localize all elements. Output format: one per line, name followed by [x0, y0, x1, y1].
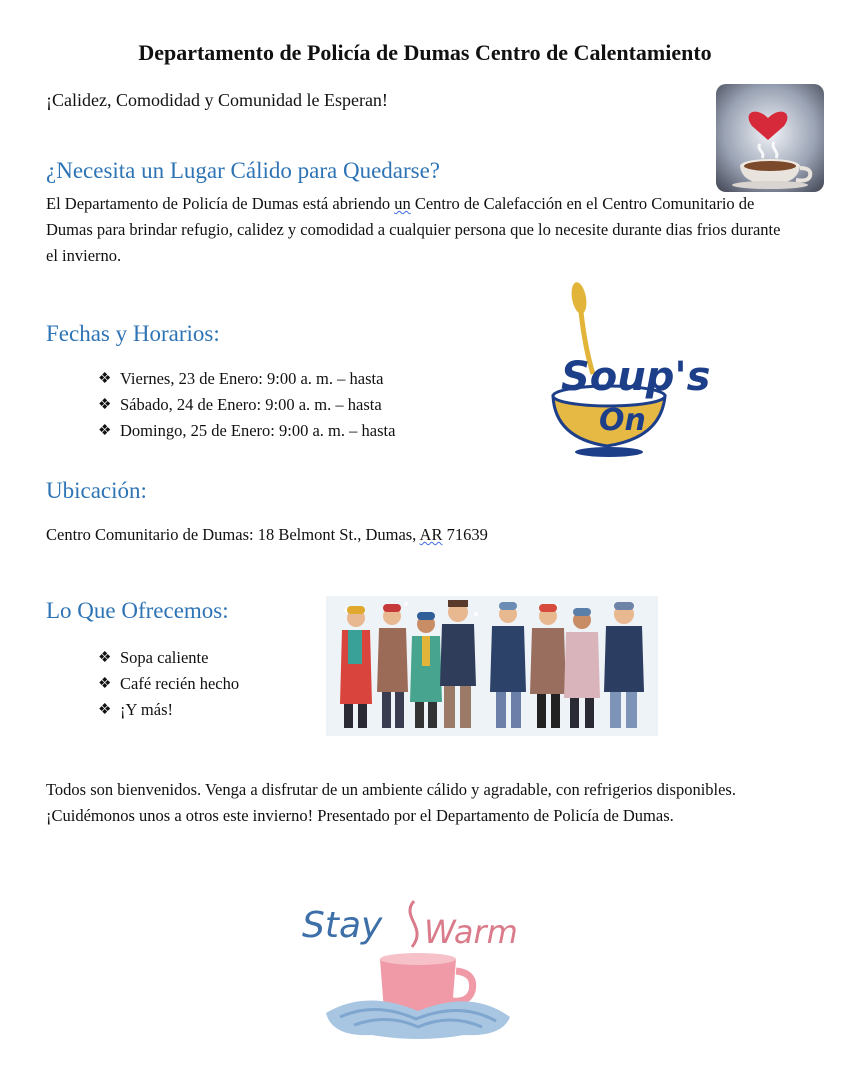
address-text-1: Centro Comunitario de Dumas: 18 Belmont St., Dumas, — [46, 525, 420, 544]
bullet-icon: ❖ — [98, 423, 112, 439]
list-item — [98, 366, 395, 392]
offer-item-text: Café recién hecho — [120, 674, 240, 693]
section-need-text-2: Centro de Calefacción en el Centro Comunitario de Dumas para brindar refugio, calidez y comodidad a cualquier persona que lo necesite durante dias frios durante el invierno. — [46, 194, 781, 265]
stay-warm-text-stay: Stay — [302, 905, 383, 946]
section-need-paragraph — [46, 191, 786, 269]
list-item — [98, 697, 239, 723]
section-need-text-1: El Departamento de Policía de Dumas está abriendo — [46, 194, 395, 213]
svg-text:Soup's: Soup's — [561, 354, 711, 400]
bullet-icon: ❖ — [98, 371, 112, 387]
section-need-heading: ¿Necesita un Lugar Cálido para Quedarse? — [46, 158, 441, 183]
date-item-text: Sábado, 24 de Enero: 9:00 a. m. – hasta — [120, 395, 382, 414]
section-dates-heading: Fechas y Horarios: — [46, 321, 220, 346]
date-item-text: Domingo, 25 de Enero: 9:00 a. m. – hasta — [120, 421, 396, 440]
bullet-icon: ❖ — [98, 676, 112, 692]
location-address — [46, 522, 786, 548]
winter-people-illustration — [326, 596, 658, 736]
date-item-text: Viernes, 23 de Enero: 9:00 a. m. – hasta — [120, 369, 384, 388]
soups-on-logo — [545, 278, 711, 460]
bullet-icon: ❖ — [98, 650, 112, 666]
list-item — [98, 392, 395, 418]
offer-list — [98, 645, 239, 723]
bullet-icon: ❖ — [98, 397, 112, 413]
spellcheck-flagged-word: AR — [419, 525, 443, 544]
document-title: Departamento de Policía de Dumas Centro de Calentamiento — [138, 40, 712, 65]
spellcheck-flagged-word: un — [394, 194, 411, 213]
offer-item-text: Sopa caliente — [120, 648, 209, 667]
stay-warm-text-warm: Warm — [424, 913, 518, 951]
dates-list — [98, 366, 395, 444]
list-item — [98, 671, 239, 697]
address-text-2: 71639 — [442, 525, 488, 544]
section-location-heading: Ubicación: — [46, 478, 147, 503]
coffee-heart-icon — [716, 84, 824, 192]
list-item — [98, 645, 239, 671]
list-item — [98, 418, 395, 444]
soups-on-logo-text: Soup's On — [545, 278, 551, 279]
offer-item-text: ¡Y más! — [120, 700, 173, 719]
bullet-icon: ❖ — [98, 702, 112, 718]
svg-text:On: On — [599, 403, 646, 438]
tagline: ¡Calidez, Comodidad y Comunidad le Esperan! — [46, 90, 388, 110]
section-offer-heading: Lo Que Ofrecemos: — [46, 598, 229, 623]
closing-paragraph: Todos son bienvenidos. Venga a disfrutar de un ambiente cálido y agradable, con refrigerios disponibles. ¡Cuidémonos unos a otros este invierno! Presentado por el Departamento de Policía de Dumas. — [46, 780, 736, 825]
stay-warm-mug-illustration — [296, 893, 536, 1043]
